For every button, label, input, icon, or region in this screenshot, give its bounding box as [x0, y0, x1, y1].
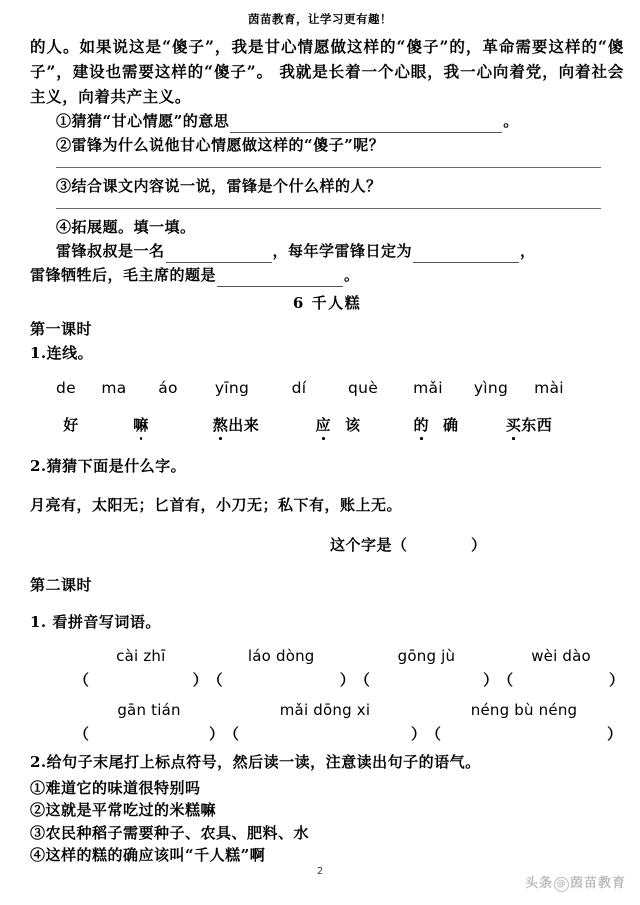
hanzi-group[interactable]: [98, 414, 184, 435]
question-2-label: ②雷锋为什么说他甘心情愿做这样的“傻子”呢？: [56, 135, 385, 154]
exercise-4-heading: 2.给句子末尾打上标点符号，然后读一读，注意读出句子的语气。: [30, 752, 481, 771]
hanzi-group[interactable]: [484, 414, 574, 435]
question-1-blank[interactable]: [230, 116, 502, 133]
ww-answer-box[interactable]: [224, 723, 426, 744]
sentence-item[interactable]: ①难道它的味道很特别吗: [30, 778, 201, 797]
question-2-answer-rule[interactable]: [56, 166, 601, 168]
pinyin-cell[interactable]: yīng: [214, 378, 250, 397]
at-icon: @: [554, 877, 569, 892]
hanzi-group[interactable]: [388, 414, 484, 435]
question-1-trailing: 。: [503, 111, 519, 130]
question-item-3: [30, 174, 624, 198]
hanzi-char-dotted: 熬: [212, 415, 229, 434]
fill-in-line-2: [30, 263, 624, 287]
pinyin-cell[interactable]: áo: [158, 378, 178, 397]
hanzi-char-dotted: 嘛: [133, 415, 149, 434]
punctuation-sentence-list: [30, 777, 624, 867]
passage-text: 的人。如果说这是“傻子”，我是甘心情愿做这样的“傻子”的，革命需要这样的“傻子”，建设也需要这样的“傻子”。 我就是长着一个心眼，我一心向着党，向着社会主义，向着共产主义。: [30, 36, 624, 106]
pinyin-cell[interactable]: què: [347, 378, 379, 397]
lesson-title: 6 千人糕: [292, 293, 362, 312]
hanzi-group[interactable]: [44, 414, 98, 435]
paren-open: （: [426, 724, 442, 743]
paren-open: （: [207, 670, 223, 689]
paren-close: ）: [608, 670, 624, 689]
exercise-1-heading: 1.连线。: [30, 343, 94, 362]
riddle-answer-line: [30, 534, 624, 555]
fill-in-blank-3[interactable]: [217, 270, 343, 287]
hanzi-char: 来: [243, 415, 260, 434]
exercise-2-heading: 2.猜猜下面是什么字。: [30, 456, 187, 475]
paren-close: ）: [192, 670, 208, 689]
fill-in-text-4: 雷锋牺牲后，毛主席的题是: [30, 265, 217, 284]
fill-in-text-3: ，: [520, 241, 536, 260]
ww-answer-box[interactable]: [74, 723, 224, 744]
paren-open: （: [224, 724, 240, 743]
page-number: 2: [316, 866, 324, 877]
fill-in-text-1: 雷锋叔叔是一名: [56, 241, 165, 260]
matching-hanzi-row: [30, 414, 624, 435]
hanzi-char-dotted: 的: [413, 415, 429, 434]
page-banner: 茵苗教育，让学习更有趣！: [248, 12, 392, 26]
fill-in-line-1: [30, 239, 624, 263]
paren-close: ）: [606, 724, 622, 743]
ww-pinyin-cell: láo dòng: [247, 646, 315, 665]
ww-pinyin-cell: mǎi dōng xi: [279, 700, 371, 719]
paren-close: ）: [339, 670, 355, 689]
question-3-answer-rule[interactable]: [56, 207, 601, 209]
question-item-2: [30, 133, 624, 157]
pinyin-cell[interactable]: mài: [534, 378, 564, 397]
sentence-item[interactable]: ④这样的糕的确应该叫“千人糕”啊: [30, 846, 266, 864]
write-words-answer-row-1: [30, 669, 624, 690]
write-words-pinyin-row-2: [30, 701, 624, 719]
fill-in-text-5: 。: [344, 265, 360, 284]
paren-open: （: [354, 670, 370, 689]
write-words-pinyin-row-1: [30, 647, 624, 665]
ww-pinyin-cell: gōng jù: [397, 646, 456, 665]
hanzi-char: 东: [521, 415, 537, 434]
sentence-item[interactable]: ③农民种稻子需要种子、农具、肥料、水: [30, 823, 310, 842]
write-words-answer-row-2: [30, 723, 624, 744]
pinyin-cell[interactable]: dí: [291, 378, 307, 397]
question-item-1: [30, 109, 624, 133]
paren-close: ）: [410, 724, 426, 743]
ww-pinyin-cell: wèi dào: [531, 646, 591, 665]
ww-answer-box[interactable]: [498, 669, 624, 690]
riddle-answer-prefix: 这个字是（: [330, 535, 408, 554]
sentence-item[interactable]: ②这就是平常吃过的米糕嘛: [30, 801, 217, 819]
write-words-exercise: [30, 647, 624, 744]
hanzi-char: 好: [63, 415, 79, 434]
riddle-text: 月亮有，太阳无；匕首有，小刀无；私下有，账上无。: [30, 495, 403, 514]
period-one-heading: 第一课时: [30, 319, 93, 338]
question-4-label: ④拓展题。填一填。: [56, 217, 196, 236]
exercise-3-heading: 1. 看拼音写词语。: [30, 612, 161, 631]
paren-close: ）: [208, 724, 224, 743]
pinyin-cell[interactable]: ma: [101, 378, 127, 397]
pinyin-cell[interactable]: yìng: [473, 378, 509, 397]
ww-answer-box[interactable]: [355, 669, 498, 690]
pinyin-cell[interactable]: de: [56, 378, 76, 397]
hanzi-char-dotted: 买: [505, 415, 522, 434]
fill-in-blank-2[interactable]: [413, 246, 519, 263]
hanzi-char: 出: [228, 415, 244, 434]
paren-open: （: [498, 670, 514, 689]
watermark: [525, 872, 626, 892]
pinyin-cell[interactable]: mǎi: [413, 378, 443, 397]
question-1-label: ①猜猜“甘心情愿”的意思: [56, 111, 230, 130]
ww-pinyin-cell: gān tián: [117, 700, 181, 719]
worksheet-body: [0, 34, 640, 867]
paren-open: （: [74, 724, 90, 743]
ww-pinyin-cell: cài zhī: [116, 646, 166, 665]
fill-in-blank-1[interactable]: [166, 246, 272, 263]
watermark-right-text: 茵苗教育: [569, 876, 626, 891]
watermark-left-text: 头条: [524, 876, 553, 891]
question-3-label: ③结合课文内容说一说，雷锋是个什么样的人？: [56, 176, 382, 195]
hanzi-char: 确: [443, 415, 459, 434]
riddle-answer-suffix: ）: [470, 535, 487, 554]
period-two-heading: 第二课时: [30, 575, 93, 594]
ww-answer-box[interactable]: [74, 669, 208, 690]
ww-pinyin-cell: néng bù néng: [470, 700, 578, 719]
hanzi-group[interactable]: [288, 414, 388, 435]
matching-exercise: [30, 379, 624, 435]
paren-open: （: [74, 670, 90, 689]
hanzi-group[interactable]: [184, 414, 288, 435]
hanzi-char: 该: [345, 415, 361, 434]
matching-pinyin-row: [30, 379, 624, 397]
fill-in-text-2: ，每年学雷锋日定为: [272, 241, 413, 260]
hanzi-char-dotted: 应: [315, 415, 331, 434]
ww-answer-box[interactable]: [426, 723, 622, 744]
paren-close: ）: [483, 670, 499, 689]
hanzi-char: 西: [536, 415, 553, 434]
ww-answer-box[interactable]: [208, 669, 355, 690]
question-item-4: [30, 215, 624, 239]
